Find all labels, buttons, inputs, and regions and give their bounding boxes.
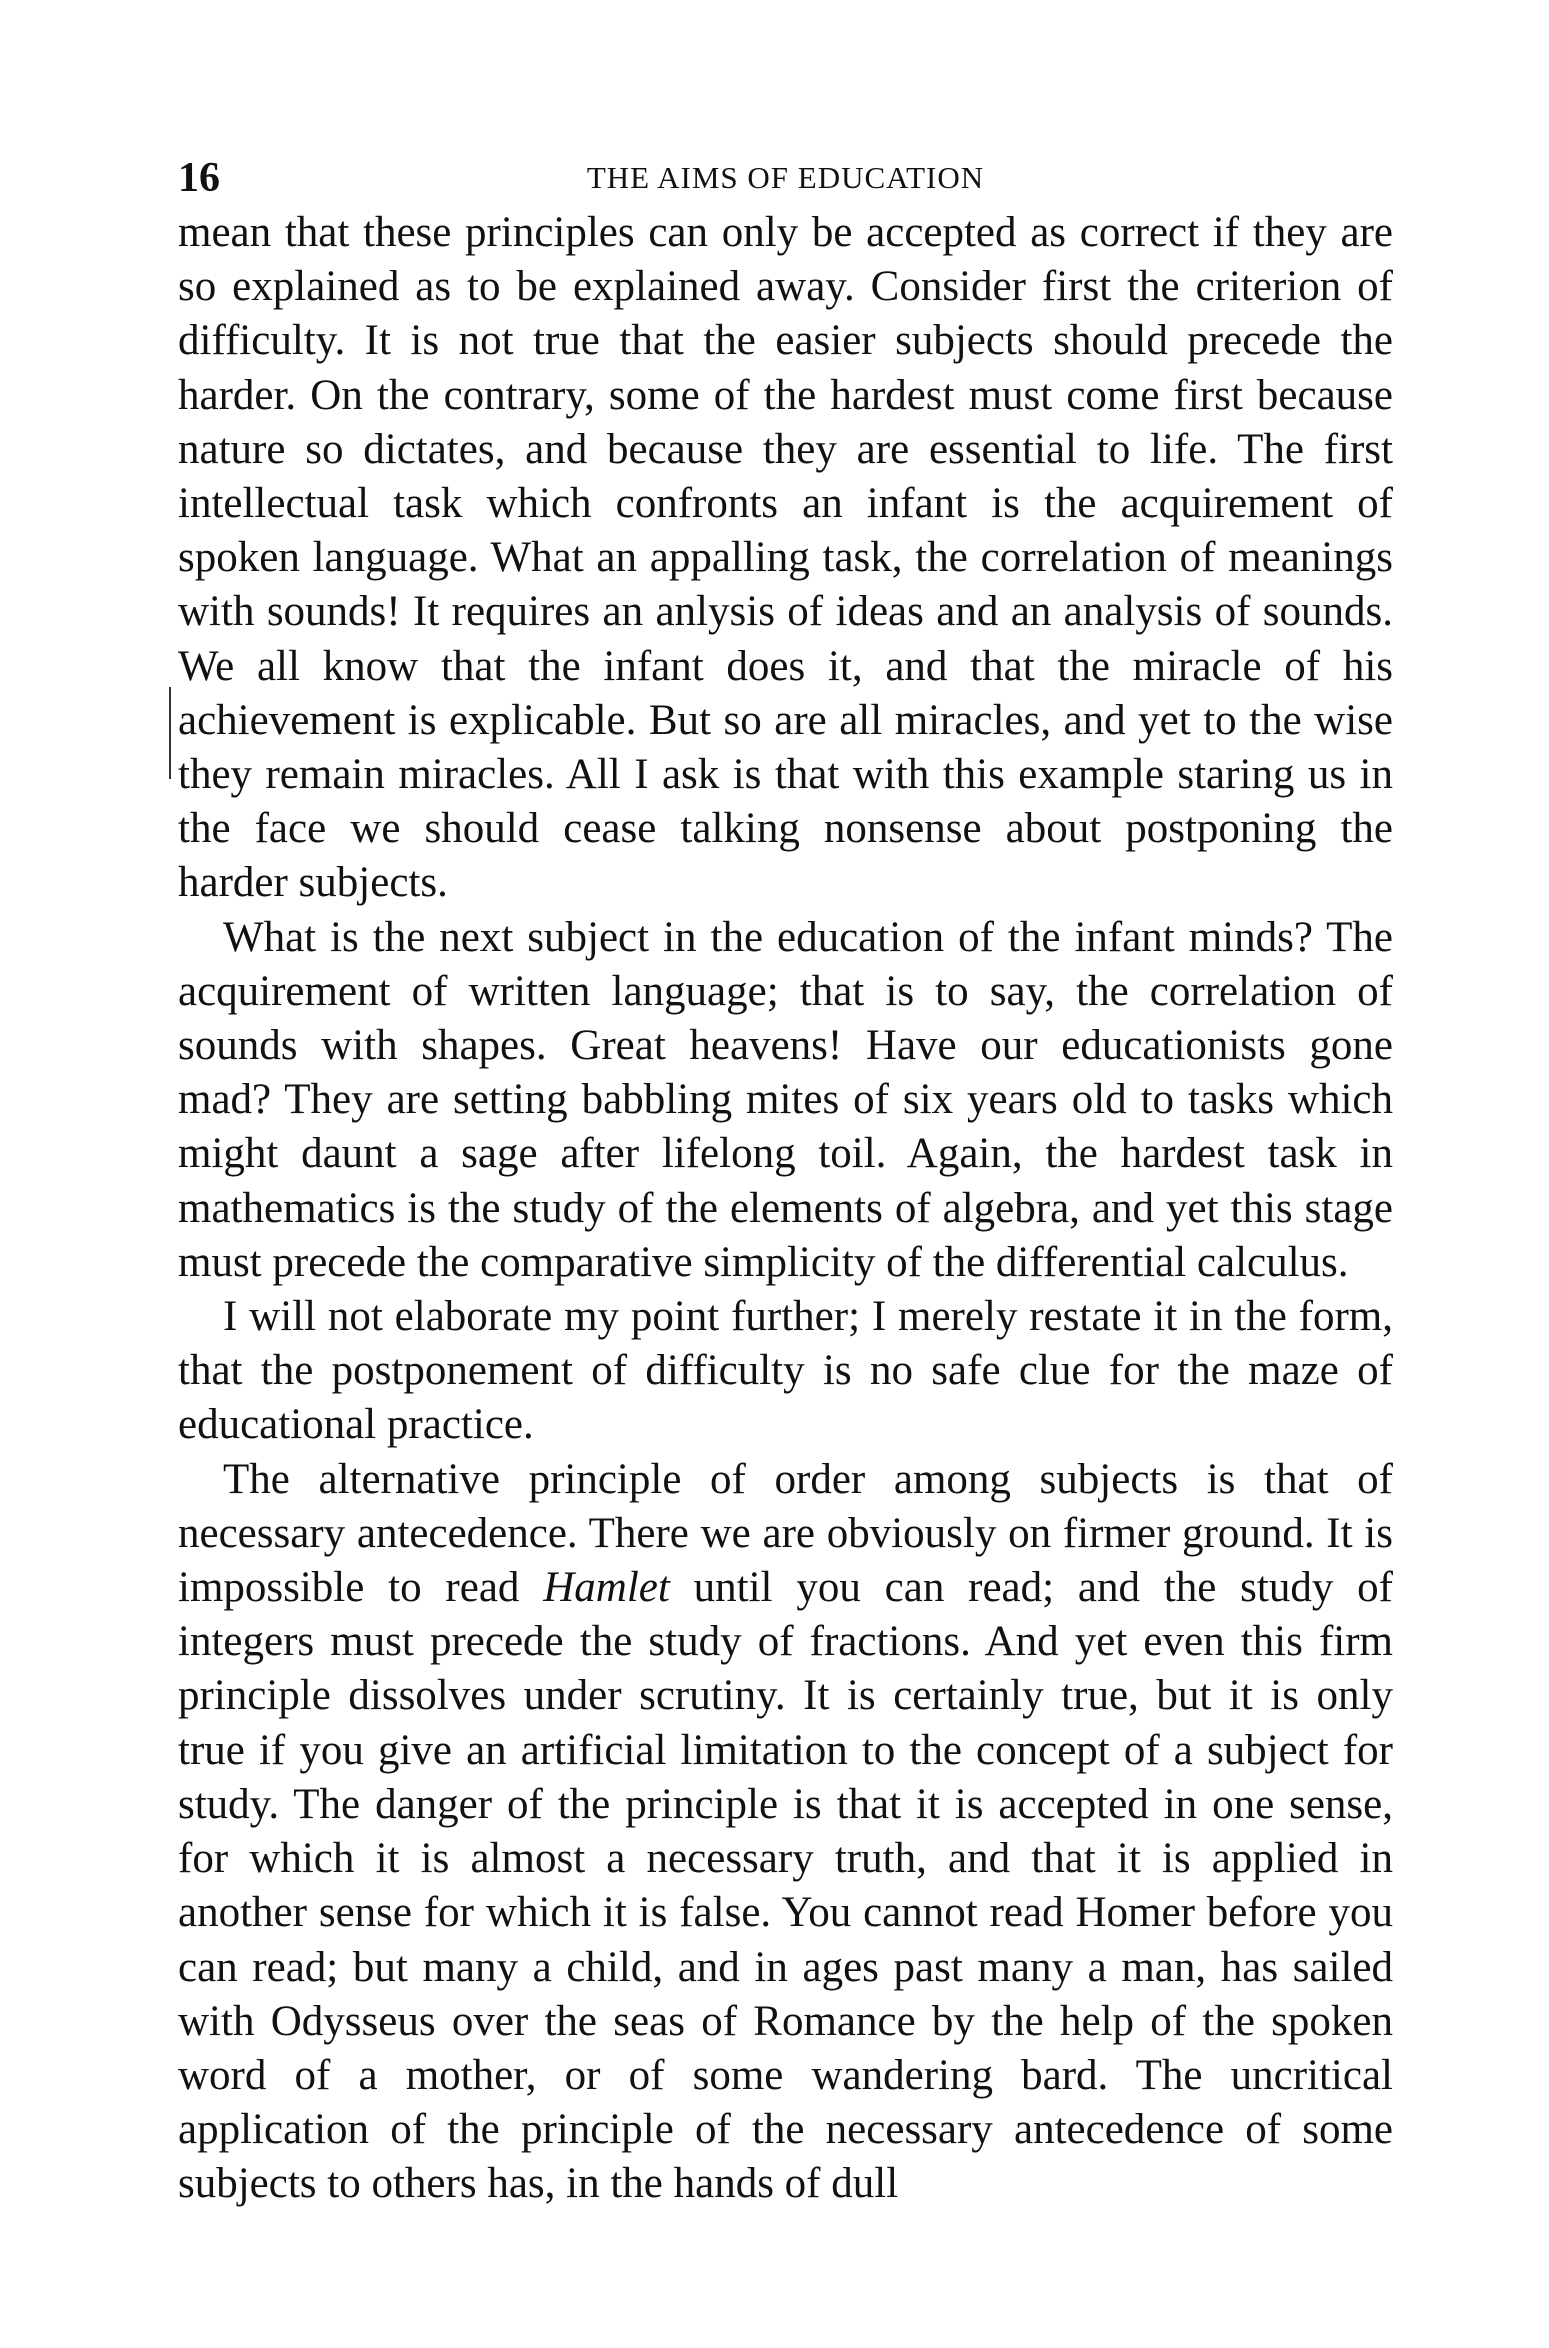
book-page [178, 148, 1393, 2212]
paragraph-text: until you can read; and the study of integers must precede the study of fractions. And yet even this firm principle dissolves under scrutiny. It is certainly true, but it is only true if you give an artificial limitation to the concept of a subject for study. The danger of the principle is that it is accepted in one sense, for which it is almost a necessary truth, and that it is applied in another sense for which it is false. You cannot read Homer before you can read; but many a child, and in ages past many a man, has sailed with Odysseus over the seas of Romance by the help of the spoken word of a mother, or of some wandering bard. The uncritical application of the principle of the necessary antecedence of some subjects to others has, in the hands of dull [178, 1564, 1393, 2208]
paragraph-text: What is the next subject in the education of the infant minds? The acquirement of written language; that is to say, the correlation of sounds with shapes. Great heavens! Have our educationists gone mad? They are setting babbling mites of six years old to tasks which might daunt a sage after lifelong toil. Again, the hardest task in mathematics is the study of the elements of algebra, and yet this stage must precede the comparative simplicity of the differential calculus. [178, 913, 1393, 1286]
paragraph-1 [178, 206, 1393, 911]
book-title-italic: Hamlet [543, 1564, 670, 1612]
page-number: 16 [178, 155, 220, 201]
paragraph-3 [178, 1290, 1393, 1453]
body-text [178, 206, 1393, 2212]
paragraph-text: I will not elaborate my point further; I merely restate it in the form, that the postponement of difficulty is no safe clue for the maze of educational practice. [178, 1293, 1393, 1449]
paragraph-2 [178, 911, 1393, 1290]
paragraph-text: The alternative principle of order among subjects is that of necessary antecedence. There we are obviously on firmer ground. It is impossible to read [178, 1455, 1393, 1612]
running-head: THE AIMS OF EDUCATION [586, 160, 985, 195]
page-header [178, 148, 1393, 208]
paragraph-4 [178, 1453, 1393, 2212]
margin-mark [169, 687, 171, 779]
paragraph-text: mean that these principles can only be accepted as correct if they are so explained as to be explained away. Consider first the criterion of difficulty. It is not true that the easier subjects should precede the harder. On the contrary, some of the hardest must come first because nature so dictates, and because they are essential to life. The first intellectual task which confronts an infant is the acquirement of spoken language. What an appalling task, the correlation of meanings with sounds! It requires an anlysis of ideas and an analysis of sounds. We all know that the infant does it, and that the miracle of his achievement is explicable. But so are all miracles, and yet to the wise they remain miracles. All I ask is that with this example staring us in the face we should cease talking nonsense about postponing the harder subjects. [178, 209, 1393, 907]
